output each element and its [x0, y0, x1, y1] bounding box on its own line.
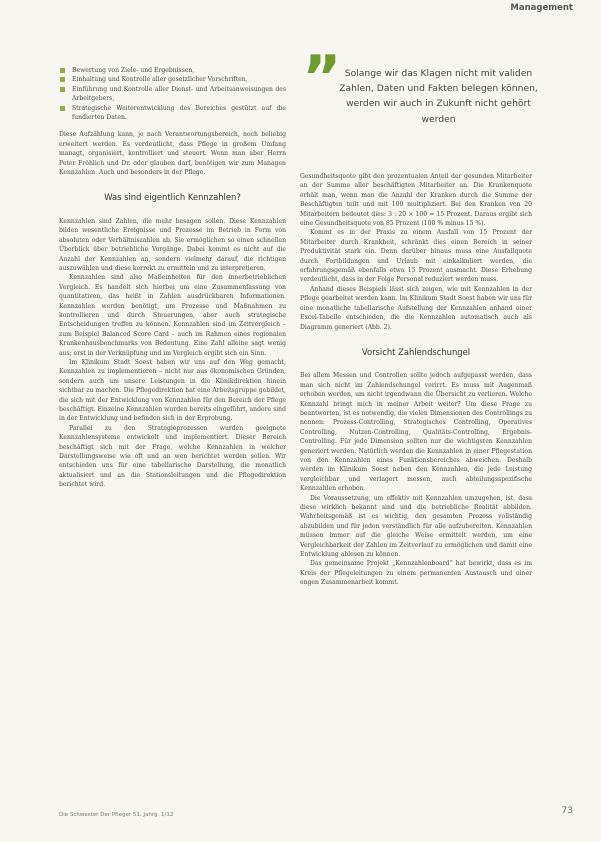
paragraph: Kennzahlen sind also Maßeinheiten für den innerbetrieblichen Vergleich. Es handelt sich hierbei um eine Zusammenfassung von quantitativen, das heißt in Zahlen ausdrückbaren Informationen. Kennzahlen werden benötigt, um Prozesse und Maßnahmen zu kontrollieren und durch Steuerungen, aber auch strategische Entscheidungen treffen zu können. Kennzahlen sind im Zeitvergleich – zum Beispiel Balanced Score Card – auch im Rahmen eines regionalen Krankenhausbenchmarks von Bedeutung. Eine Zahl alleine sagt wenig aus; erst in der Verknüpfung und im Vergleich ergibt sich ein Sinn. [59, 274, 286, 357]
paragraph: Parallel zu den Strategieprozessen wurden geeignete Kennzahlensysteme entwickelt und implementiert. Dieser Bereich beschäftigt sich mit der Frage, welche Kennzahlen in welcher Darstellungsweise wie oft und an wen berichtet werden sollen. Wir entschieden uns für eine tabellarische Darstellung, die monatlich aktualisiert und an die Stationsleitungen und die Pflegedirektion berichtet wird. [59, 424, 286, 489]
quote-mark-icon: ” [302, 43, 342, 113]
right-column [300, 172, 532, 588]
paragraph: Anhand dieses Beispiels lässt sich zeigen, wie mit Kennzahlen in der Pflege gearbeitet werden kann. Im Klinikum Stadt Soest haben wir uns für eine monatliche tabellarische Aufstellung der Kennzahlen anhand einer Excel-Tabelle entschieden, die die Kennzahlen automatisch auch als Diagramm generiert (Abb. 2). [300, 285, 532, 331]
paragraph: Das gemeinsame Projekt „Kennzahlenboard“ hat bewirkt, dass es im Kreis der Pflegeleitungen zu einem permanenten Austausch und einer engen Zusammenarbeit kommt. [300, 560, 532, 587]
journal-footer: Die Schwester Der Pfleger 51. Jahrg. 1/12 [59, 812, 174, 818]
paragraph: Im Klinikum Stadt Soest haben wir uns auf den Weg gemacht, Kennzahlen zu implementieren – nicht nur aus ökonomischen Gründen, sondern auch um unsere Leistungen in die Klinikdirektion hinein sichtbar zu machen. Die Pflegedirektion hat eine Arbeitsgruppe gebildet, die sich mit der Entwicklung von Kennzahlen für den Bereich der Pflege beschäftigt. Einzelne Kennzahlen wurden bereits eingeführt, andere sind in der Entwicklung und befinden sich in der Erprobung. [59, 358, 286, 423]
paragraph: Diese Aufzählung kann, je nach Verantwortungsbereich, noch beliebig erweitert werden. Es verdeutlicht, dass Pflege in großem Umfang managt, organisiert, kontrolliert und steuert. Wenn man aber Herrn Peter Fröhlich und Dr. oder glauben darf, benötigen wir zum Managen Kennzahlen. Auch und besonders in der Pflege. [59, 131, 286, 177]
paragraph: Kommt es in der Praxis zu einem Ausfall von 15 Prozent der Mitarbeiter durch Krankheit, schränkt dies einen Bereich in seiner Produktivität stark ein. Denn darüber hinaus muss eine Ausfallquote durch Fortbildungen und Urlaub mit einkalkuliert werden, die erfahrungsgemäß ebenfalls etwa 15 Prozent ausmacht. Diese Erhebung verdeutlicht, dass in der Folge Personal reduziert werden muss. [300, 229, 532, 284]
section-label-text: Management [510, 3, 573, 13]
subheading: Vorsicht Zahlendschungel [361, 346, 471, 357]
pull-quote-text: Solange wir das Klagen nicht mit validen Zahlen, Daten und Fakten belegen können, werden wir auch in Zukunft nicht gehört werden [339, 68, 538, 125]
paragraph: Gesundheitsquote gibt den prozentualen Anteil der gesunden Mitarbeiter an der Summe aller beschäftigten Mitarbeiter an. Die Krankenquote erhält man, wenn man die Anzahl der Kranken durch die Summe der Beschäftigten teilt und mit 100 multipliziert. Bei den Kranken von 20 Mitarbeitern bedeutet dies: 3 : 20 × 100 = 15 Prozent. Daraus ergibt sich eine Gesundheitsquote von 85 Prozent (100 % minus 15 %). [300, 173, 532, 228]
pull-quote [300, 43, 538, 156]
left-column [59, 66, 286, 490]
bullet-item: Strategische Weiterentwicklung des Bereiches gestützt auf die fundierten Daten. [59, 104, 286, 123]
subheading: Was sind eigentlich Kennzahlen? [104, 192, 241, 203]
bullet-item: Einhaltung und Kontrolle aller gesetzlicher Vorschriften, [59, 75, 286, 84]
paragraph: Bei allem Messen und Controllen sollte jedoch aufgepasst werden, dass man sich nicht im Zahlendschungel verirrt. Es muss mit Augenmaß erhoben werden, um nicht irgendwann die Übersicht zu verlieren. Welche Kennzahl bringt mich in meiner Arbeit weiter? Um diese Frage zu beantworten, ist es notwendig, die vielen Dimensionen des Controllings zu nennen: Prozess-Controlling, Strategisches Controlling, Operatives Controlling, Nutzen-Controlling, Qualitäts-Controlling, Ergebnis-Controlling. Für jede Dimension sollten nur die wichtigsten Kennzahlen generiert werden. Natürlich werden die Kennzahlen in einer Pflegestation von den Kennzahlen eines Funktionsbereiches abweichen. Deshalb werden im Klinikum Soest neben den Kennzahlen, die jede Leistung vergleichbar und verlagert messen, auch abteilungsspezifische Kennzahlen erhoben. [300, 372, 532, 493]
section-label [510, 3, 573, 13]
bullet-item: Einführung und Kontrolle aller Dienst- und Arbeitsanweisungen des Arbeitgebers, [59, 85, 286, 104]
paragraph: Die Voraussetzung, um effektiv mit Kennzahlen umzugehen, ist, dass diese wirklich bekannt sind und die betriebliche Realität abbilden. Wahrheitsgemäß ist es wichtig, den gesamten Prozess vollständig abzubilden und für jeden verständlich für alle aufzubereiten. Kennzahlen müssen immer auf die gleiche Weise ermittelt werden, um eine Vergleichbarkeit der Zahlen im Zeitverlauf zu ermöglichen und damit eine Entwicklung ablesen zu können. [300, 494, 532, 559]
bullet-item: Bewertung von Ziele- und Ergebnissen, [59, 66, 286, 75]
bullet-list [59, 66, 286, 122]
page-number: 73 [561, 806, 573, 816]
paragraph: Kennzahlen sind Zahlen, die mehr besagen sollen. Diese Kennzahlen bilden wesentliche Ereignisse und Prozesse im Betrieb in Form von absoluten oder Verhältniszahlen ab. Sie ermöglichen so einen schnellen Überblick über betriebliche Vorgänge. Dabei kommt es nicht auf die Anzahl der Kennzahlen an, sondern vielmehr darauf, die richtigen auszuwählen und diese korrekt zu ermitteln und zu interpretieren. [59, 217, 286, 272]
